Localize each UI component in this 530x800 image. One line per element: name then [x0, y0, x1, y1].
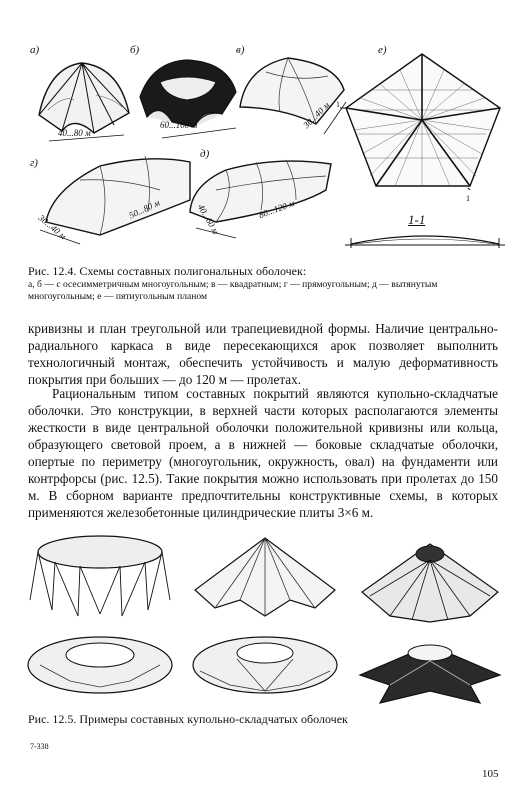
dome-5-drawing	[185, 625, 345, 705]
section-label: 1-1	[408, 212, 426, 227]
dim-d-width: 40...60 м	[195, 202, 221, 236]
dim-g-width: 30...40 м	[36, 212, 69, 242]
pentagon-plan-drawing	[340, 50, 505, 190]
dim-b: 60...100 м	[160, 120, 198, 130]
figure-12-4-caption: Рис. 12.4. Схемы составных полигональных оболочек:	[28, 264, 307, 278]
panel-label-g: г)	[30, 157, 38, 169]
panel-label-v: в)	[236, 44, 245, 56]
paragraph-1: кривизны и план треугольной или трапециевидной формы. Наличие центрально-радиального каркаса в виде пересекающихся арок позволяет выполнить технологичный монтаж, обеспечить устойчивость и малую деформативность покрытия при больших — до 120 м — пролетах.	[28, 321, 498, 387]
shell-v-drawing	[236, 52, 348, 137]
dome-1-drawing	[20, 530, 180, 620]
signature-mark: 7-338	[30, 742, 49, 751]
dim-a: 40...80 м	[58, 128, 91, 138]
section-1-1-drawing	[345, 226, 505, 250]
figure-12-4	[0, 0, 530, 258]
dim-g-length: 50...80 м	[127, 197, 162, 221]
section-mark-top: 1	[336, 100, 340, 109]
dome-2-drawing	[185, 530, 345, 620]
dome-3-drawing	[350, 530, 510, 625]
dim-v: 30...40 м	[301, 99, 332, 131]
dome-6-drawing	[350, 625, 510, 705]
dome-4-drawing	[20, 625, 180, 705]
page-number: 105	[482, 768, 499, 780]
figure-12-5-caption: Рис. 12.5. Примеры составных купольно-складчатых оболочек	[28, 712, 348, 726]
panel-label-e: е)	[378, 44, 387, 56]
figure-12-5	[20, 530, 510, 705]
panel-label-d: д)	[200, 148, 210, 160]
figure-12-4-legend: а, б — с осесимметричным многоугольным; в — квадратным; г — прямоугольным; д — вытянутым многоугольным; е — пятиугольным планом	[28, 279, 438, 302]
dim-d-length: 80...120 м	[257, 197, 296, 221]
paragraph-2: Рациональным типом составных покрытий являются купольно-складчатые оболочки. Это конструкции, в верхней части которых располагаются элементы жесткости в виде центральной оболочки положительной кривизны или кольца, образующего световой проем, а в нижней — боковые складчатые оболочки, опертые по периметру (многоугольник, окружность, овал) на фундаменти или контрфорсы (рис. 12.5). Такие покрытия можно использовать при пролетах до 150 м. В сборном варианте предпочтительны конструктивные схемы, в которых применяются железобетонные цилиндрические плиты 3×6 м.	[28, 386, 498, 520]
section-mark-bottom: 1	[466, 194, 470, 203]
panel-label-b: б)	[130, 44, 140, 56]
panel-label-a: а)	[30, 44, 40, 56]
